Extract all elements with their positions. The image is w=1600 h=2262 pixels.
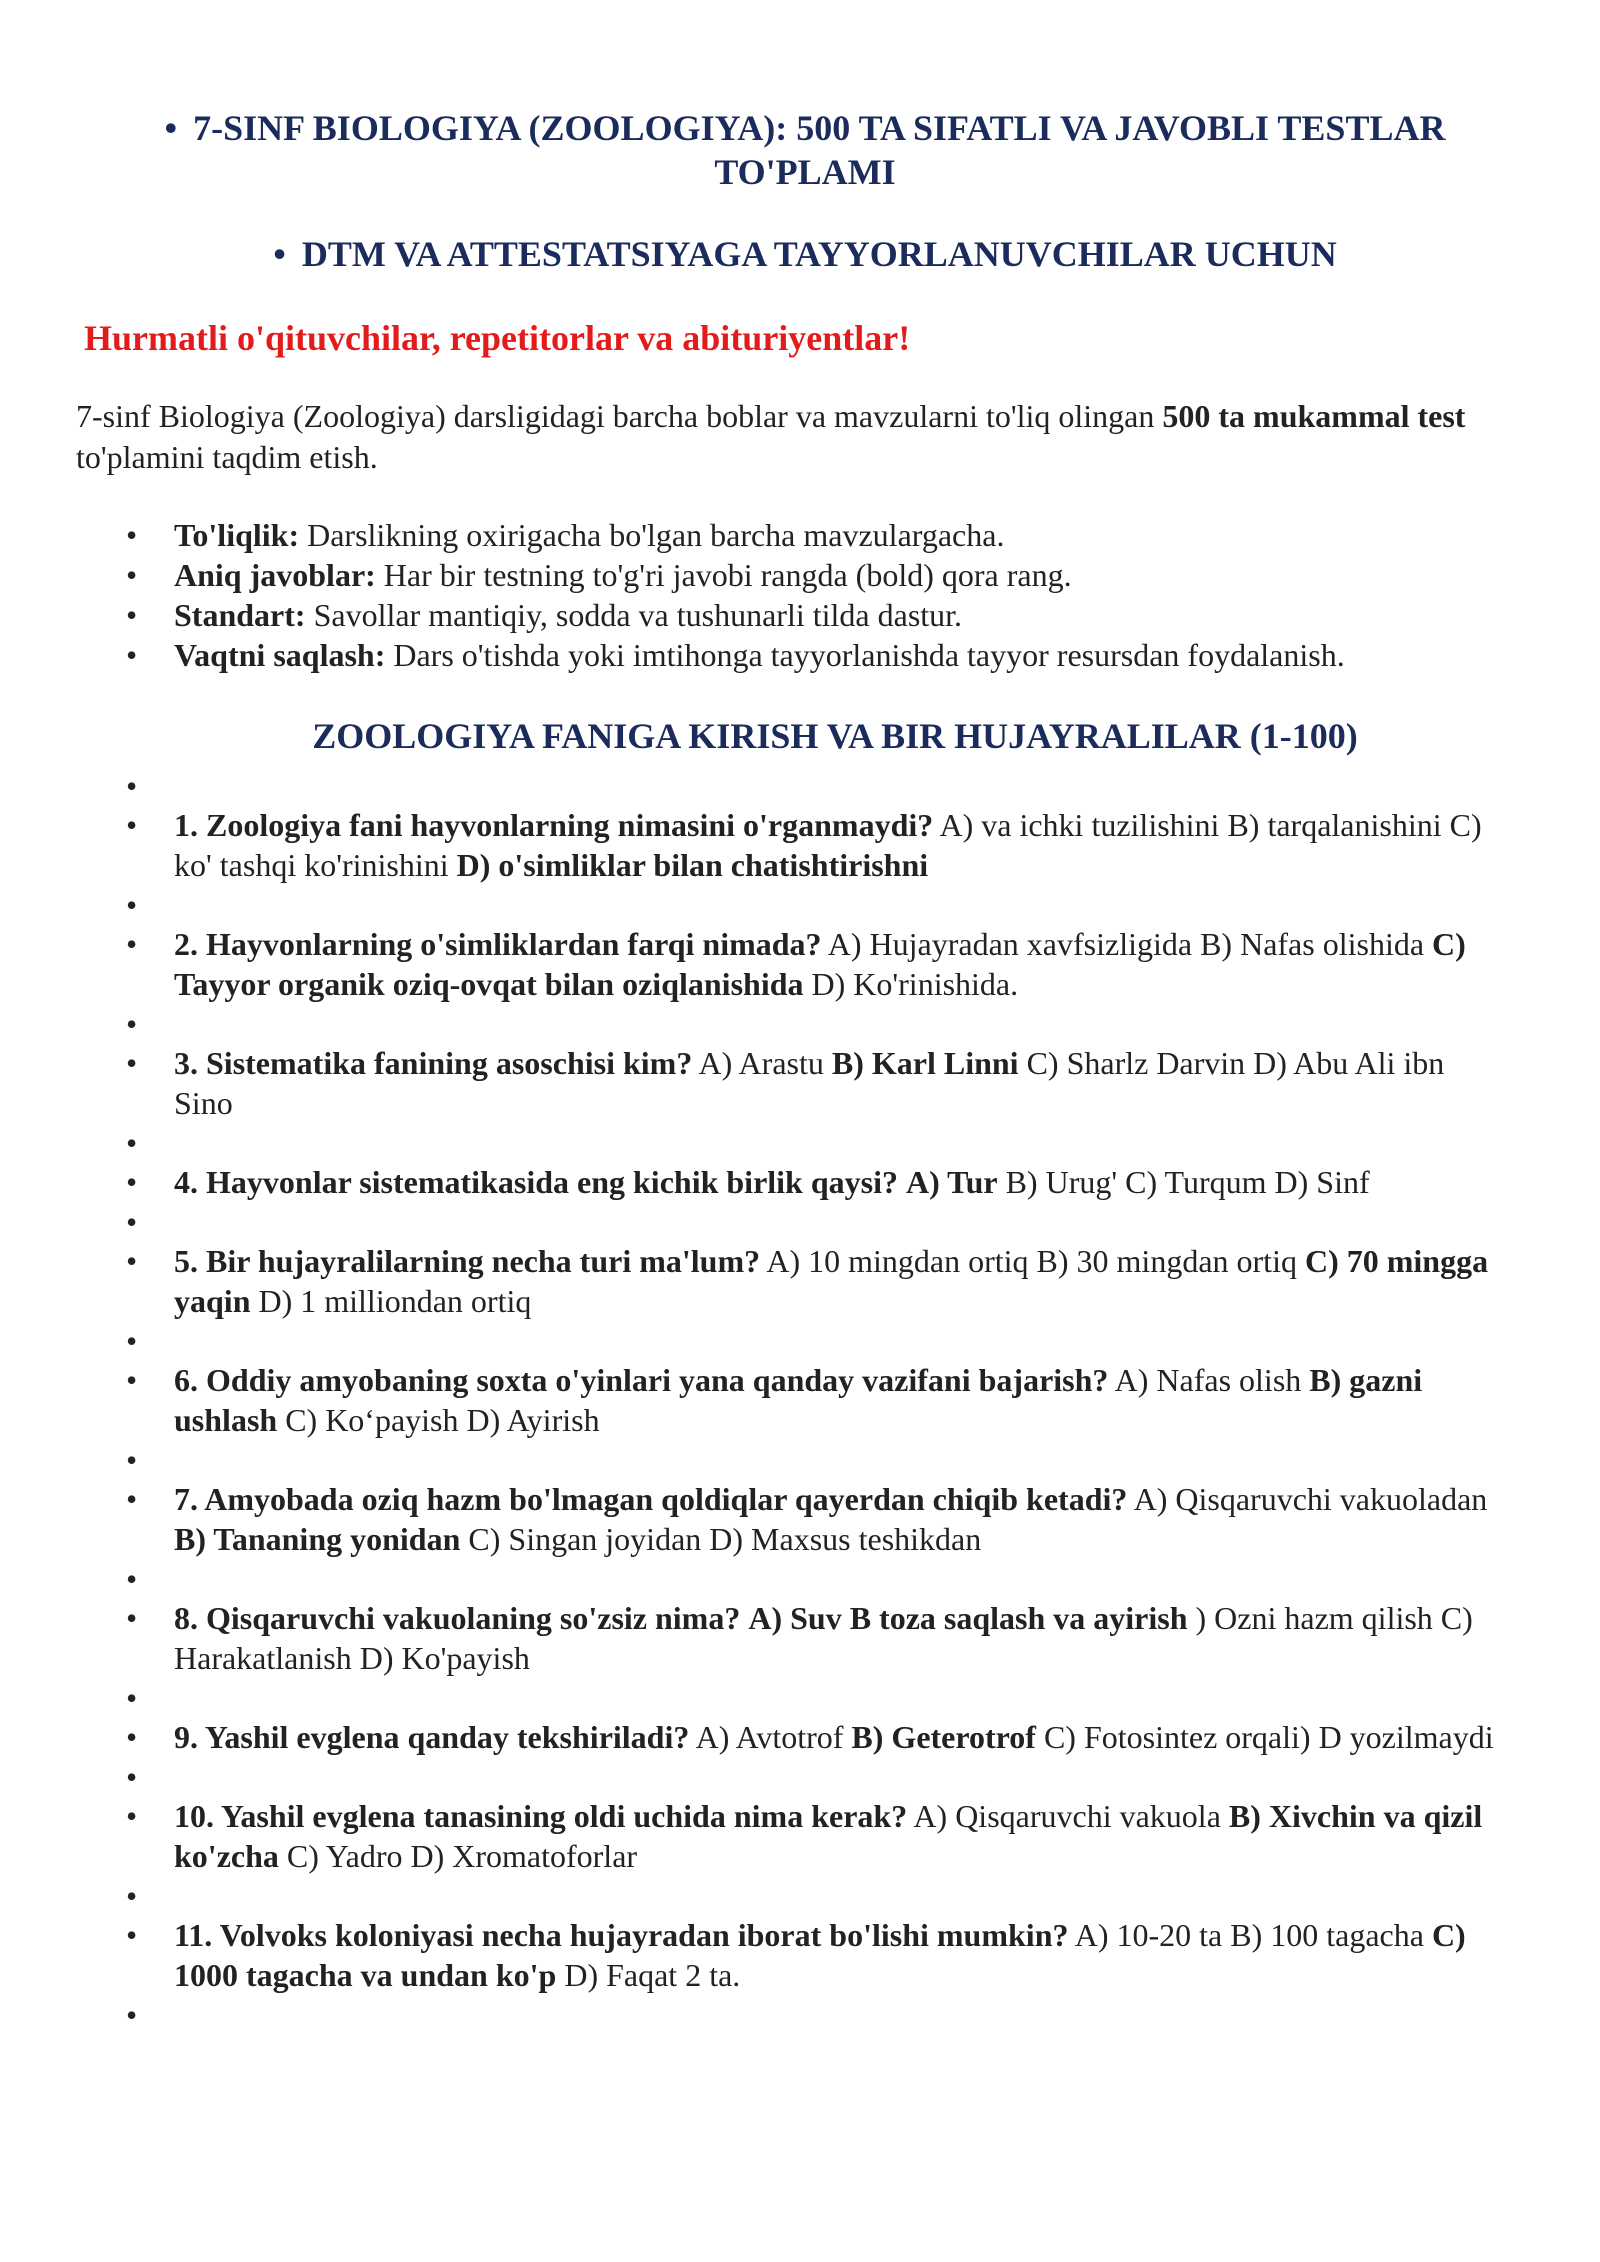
options-after: D) 1 milliondan ortiq [250,1283,532,1319]
options-after: B) Urug' C) Turqum D) Sinf [997,1164,1370,1200]
options-before: A) Arastu [692,1045,832,1081]
question-text: 2. Hayvonlarning o'simliklardan farqi nimada? [174,926,822,962]
page-subtitle-text: DTM VA ATTESTATSIYAGA TAYYORLANUVCHILAR UCHUN [301,234,1337,274]
question-text: 3. Sistematika fanining asoschisi kim? [174,1045,693,1081]
options-before: A) Nafas olish [1108,1362,1310,1398]
page-subtitle [90,232,1520,276]
feature-text: Dars o'tishda yoki imtihonga tayyorlanishda tayyor resursdan foydalanish. [385,637,1345,673]
question-item [76,1717,1506,1757]
empty-bullet [76,1321,1506,1360]
question-text: 4. Hayvonlar sistematikasida eng kichik birlik qaysi? [174,1164,898,1200]
feature-label: To'liqlik: [174,517,300,553]
question-text: 5. Bir hujayralilarning necha turi ma'lum? [174,1243,761,1279]
intro-text-before: 7-sinf Biologiya (Zoologiya) darsligidagi barcha boblar va mavzularni to'liq olingan [76,398,1163,434]
correct-answer: C) Tayyor organik oziq-ovqat bilan oziqlanishida [174,926,1466,1002]
empty-bullet [76,1876,1506,1915]
feature-label: Vaqtni saqlash: [174,637,386,673]
empty-bullet [76,1123,1506,1162]
empty-bullet [76,1004,1506,1043]
questions-list [76,766,1506,2034]
options-before: A) 10-20 ta B) 100 tagacha [1068,1917,1432,1953]
feature-item [76,635,1536,675]
question-item [76,1479,1506,1559]
question-item [76,1915,1506,1995]
intro-bold: 500 ta mukammal test [1162,398,1466,434]
correct-answer: A) Suv B toza saqlash va ayirish [748,1600,1188,1636]
page-title [90,106,1520,194]
options-after: D) Faqat 2 ta. [556,1957,741,1993]
empty-bullet [76,1559,1506,1598]
question-item [76,1598,1506,1678]
options-before [898,1164,906,1200]
options-after: C) Yadro D) Xromatoforlar [278,1838,638,1874]
empty-bullet [76,1757,1506,1796]
greeting: Hurmatli o'qituvchilar, repetitorlar va abituriyentlar! [84,318,911,358]
question-text: 11. Volvoks koloniyasi necha hujayradan iborat bo'lishi mumkin? [174,1917,1069,1953]
feature-text: Har bir testning to'g'ri javobi rangda (bold) qora rang. [375,557,1072,593]
question-text: 1. Zoologiya fani hayvonlarning nimasini o'rganmaydi? [174,807,934,843]
section-title: ZOOLOGIYA FANIGA KIRISH VA BIR HUJAYRALILAR (1-100) [312,716,1358,756]
feature-item [76,515,1536,555]
options-after: D) Ko'rinishida. [803,966,1019,1002]
correct-answer: B) Tananing yonidan [174,1521,461,1557]
correct-answer: B) Geterotrof [851,1719,1036,1755]
correct-answer: D) o'simliklar bilan chatishtirishni [456,847,929,883]
empty-bullet [76,1995,1506,2034]
question-text: 6. Oddiy amyobaning soxta o'yinlari yana qanday vazifani bajarish? [174,1362,1109,1398]
page-title-text: 7-SINF BIOLOGIYA (ZOOLOGIYA): 500 TA SIFATLI VA JAVOBLI TESTLAR TO'PLAMI [193,108,1446,192]
correct-answer: B) Xivchin va qizil ko'zcha [174,1798,1483,1874]
question-item [76,1360,1506,1440]
question-text: 10. Yashil evglena tanasining oldi uchida nima kerak? [174,1798,908,1834]
correct-answer: B) gazni ushlash [174,1362,1423,1438]
question-text: 8. Qisqaruvchi vakuolaning so'zsiz nima? [174,1600,741,1636]
question-item [76,924,1506,1004]
intro-text-after: to'plamini taqdim etish. [76,439,378,475]
question-item [76,1796,1506,1876]
options-after: C) Singan joyidan D) Maxsus teshikdan [460,1521,982,1557]
correct-answer: B) Karl Linni [831,1045,1019,1081]
empty-bullet [76,1202,1506,1241]
options-after: C) Sharlz Darvin D) Abu Ali ibn Sino [174,1045,1445,1121]
options-after: ) Ozni hazm qilish C) Harakatlanish D) Ko'payish [174,1600,1473,1676]
question-text: 7. Amyobada oziq hazm bo'lmagan qoldiqlar qayerdan chiqib ketadi? [174,1481,1128,1517]
feature-label: Standart: [174,597,306,633]
options-after: C) Ko‘payish D) Ayirish [277,1402,600,1438]
empty-bullet [76,766,1506,805]
empty-bullet [76,1440,1506,1479]
options-before: A) Hujayradan xavfsizligida B) Nafas olishida [821,926,1433,962]
question-item [76,805,1506,885]
options-before: A) 10 mingdan ortiq B) 30 mingdan ortiq [760,1243,1305,1279]
options-after: C) Fotosintez orqali) D yozilmaydi [1035,1719,1494,1755]
feature-text: Darslikning oxirigacha bo'lgan barcha mavzulargacha. [299,517,1005,553]
options-before: A) Qisqaruvchi vakuoladan [1127,1481,1488,1517]
feature-label: Aniq javoblar: [174,557,376,593]
question-item [76,1241,1506,1321]
options-before: A) Qisqaruvchi vakuola [907,1798,1229,1834]
empty-bullet [76,885,1506,924]
intro-paragraph [76,396,1506,478]
feature-item [76,555,1536,595]
feature-item [76,595,1536,635]
correct-answer: A) Tur [905,1164,998,1200]
feature-text: Savollar mantiqiy, sodda va tushunarli tilda dastur. [305,597,963,633]
empty-bullet [76,1678,1506,1717]
correct-answer: C) 70 mingga yaqin [174,1243,1489,1319]
question-item [76,1043,1506,1123]
options-before: A) va ichki tuzilishini B) tarqalanishini C) ko' tashqi ko'rinishini [174,807,1482,883]
question-text: 9. Yashil evglena qanday tekshiriladi? [174,1719,690,1755]
question-item [76,1162,1506,1202]
options-before: A) Avtotrof [689,1719,852,1755]
correct-answer: C) 1000 tagacha va undan ko'p [174,1917,1466,1993]
features-list [76,515,1536,675]
